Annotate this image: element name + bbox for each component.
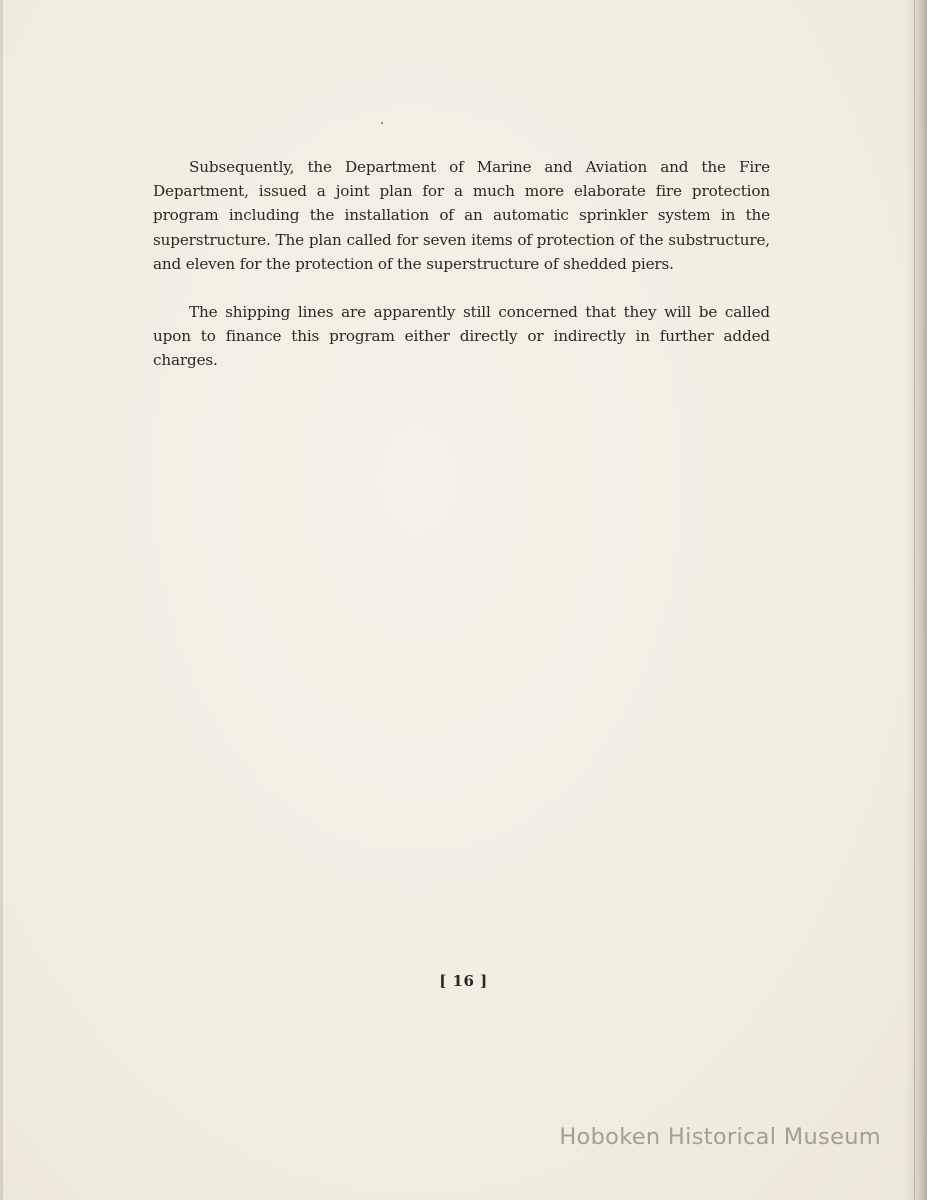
paper-speck [381, 122, 383, 124]
page-left-edge [0, 0, 3, 1200]
paragraph-shipping-lines: The shipping lines are apparently still concerned that they will be called upon to finance this program either directly or indirectly in further added charges. [153, 303, 770, 370]
paragraph-fire-protection-plan: Subsequently, the Department of Marine and Aviation and the Fire Department, issued a joint plan for a much more elaborate fire protection program including the installation of an automatic sprinkler system in the superstructure. The plan called for seven items of protection of the substructure, and eleven for the protection of the superstructure of shedded piers. [153, 158, 770, 273]
binding-shadow [905, 0, 927, 1200]
page-number: [ 16 ] [439, 972, 488, 990]
body-text [153, 155, 770, 373]
binding-fold-line [914, 0, 915, 1200]
museum-watermark: Hoboken Historical Museum [559, 1124, 881, 1150]
